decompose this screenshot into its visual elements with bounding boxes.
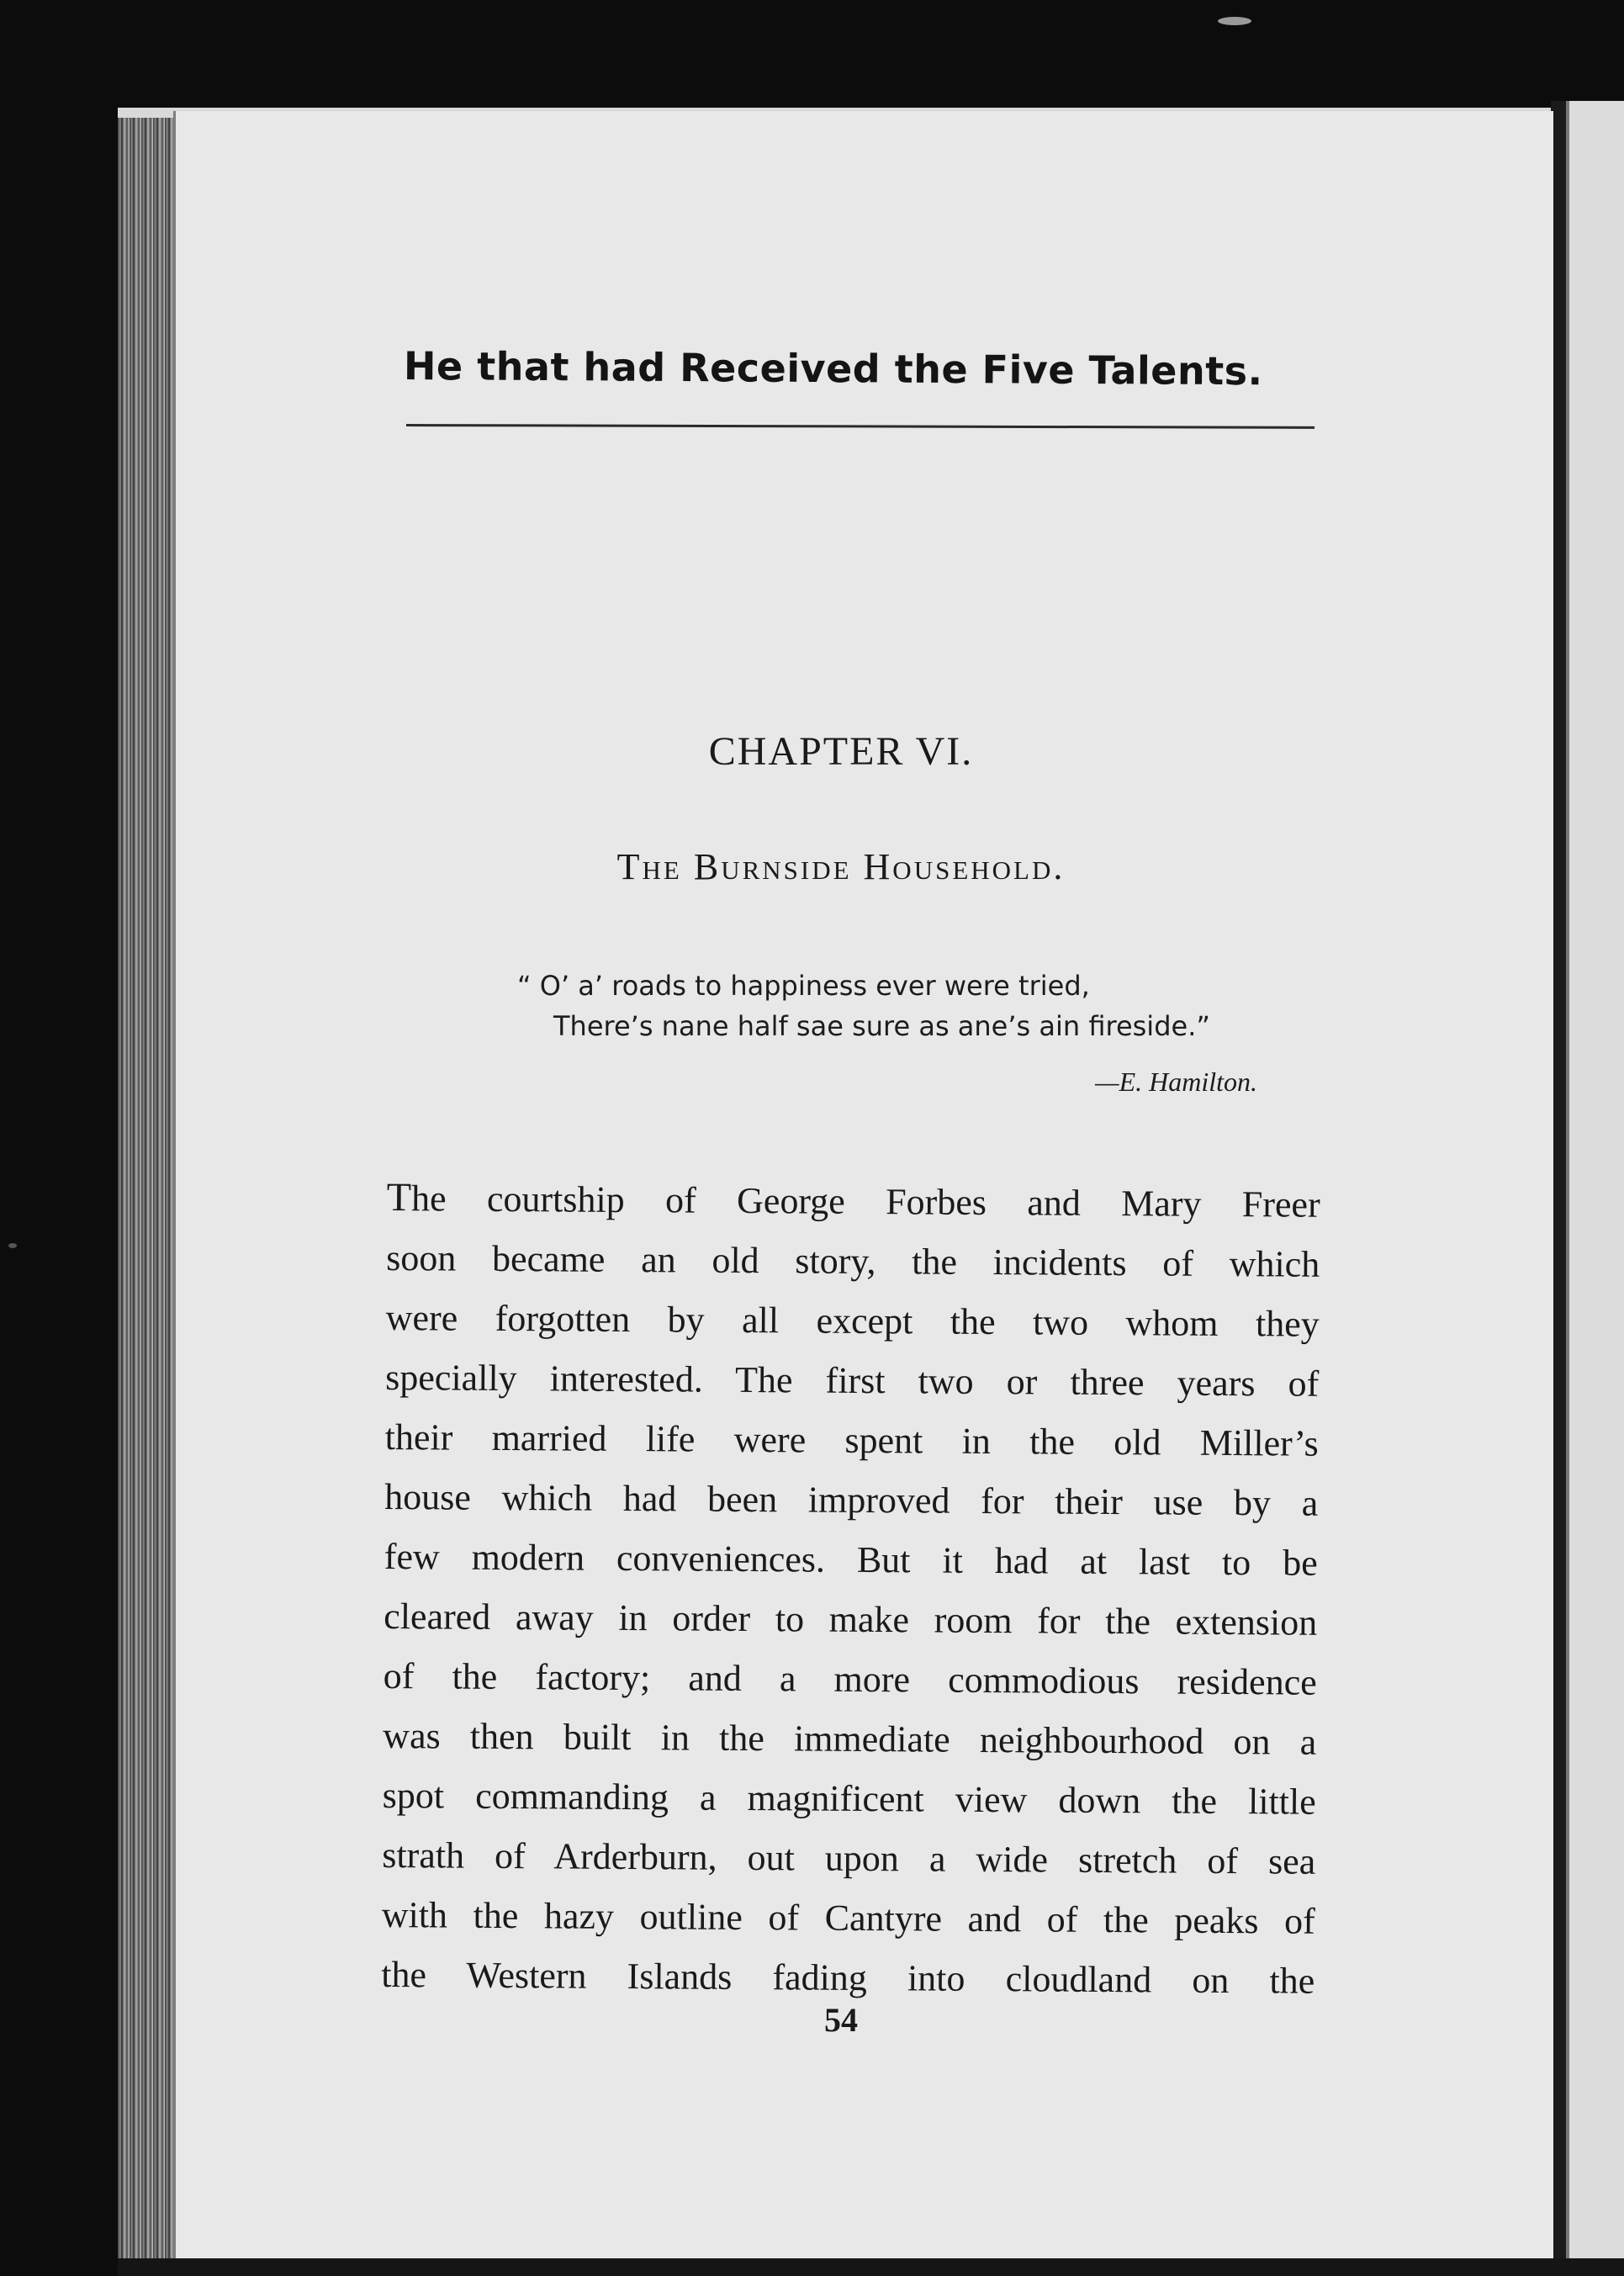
body-line: were forgotten by all except the two whom they — [385, 1296, 1320, 1345]
bottom-edge — [118, 2258, 1624, 2276]
body-text — [381, 1167, 1320, 2011]
body-line: the Western Islands fading into cloudland on the — [381, 1953, 1315, 2002]
body-line: cleared away in order to make room for the extension — [384, 1595, 1318, 1643]
body-line: with the hazy outline of Cantyre and of the peaks of — [381, 1893, 1315, 1942]
running-head: He that had Received the Five Talents. — [403, 343, 1263, 394]
body-line: few modern conveniences. But it had at last to be — [384, 1535, 1318, 1584]
scan-speck — [1218, 17, 1251, 25]
body-line: specially interested. The first two or three years of — [385, 1356, 1320, 1405]
page-number: 54 — [824, 2001, 858, 2039]
page-gutter — [118, 118, 178, 2258]
body-line: was then built in the immediate neighbourhood on a — [383, 1714, 1317, 1763]
body-line: house which had been improved for their use by a — [384, 1475, 1319, 1524]
epigraph — [517, 966, 1274, 1046]
body-line: spot commanding a magnificent view down the little — [382, 1774, 1316, 1823]
next-page-sliver — [1566, 101, 1624, 2258]
body-line: soon became an old story, the incidents of which — [386, 1236, 1320, 1285]
chapter-title: The Burnside Household. — [616, 846, 1066, 887]
body-line: their married life were spent in the old Miller’s — [384, 1416, 1319, 1464]
epigraph-attribution: —E. Hamilton. — [1095, 1067, 1257, 1097]
body-line: strath of Arderburn, out upon a wide stretch of sea — [382, 1834, 1316, 1882]
epigraph-line: “ O’ a’ roads to happiness ever were tried, — [517, 970, 1090, 1002]
body-line: The courtship of George Forbes and Mary Freer — [386, 1174, 1320, 1225]
scan-speck — [8, 1243, 17, 1248]
body-line: of the factory; and a more commodious residence — [383, 1654, 1317, 1703]
chapter-number: CHAPTER VI. — [708, 729, 974, 774]
epigraph-line: There’s nane half sae sure as ane’s ain fireside.” — [553, 1010, 1210, 1042]
